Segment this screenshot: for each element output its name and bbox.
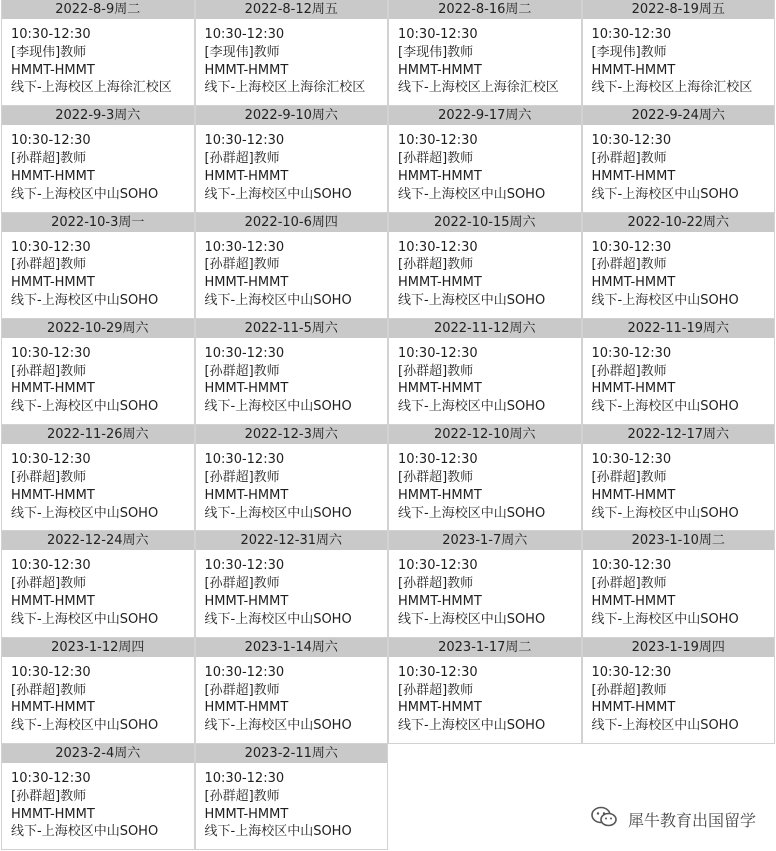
cell-teacher: [孙群超]教师 — [591, 257, 667, 273]
cell-time: 10:30-12:30 — [204, 133, 285, 149]
cell-course: HMMT-HMMT — [204, 275, 289, 291]
schedule-cell — [388, 0, 582, 106]
cell-time: 10:30-12:30 — [591, 452, 672, 468]
cell-course: HMMT-HMMT — [204, 806, 289, 822]
cell-teacher: [孙群超]教师 — [398, 257, 474, 273]
cell-course: HMMT-HMMT — [204, 487, 289, 503]
empty-cell — [582, 744, 776, 850]
cell-body — [389, 232, 581, 310]
cell-teacher: [孙群超]教师 — [204, 576, 280, 592]
cell-location: 线下-上海校区中山SOHO — [591, 186, 739, 202]
cell-body — [389, 550, 581, 628]
empty-cell — [388, 744, 582, 850]
schedule-row — [1, 213, 775, 319]
cell-location: 线下-上海校区中山SOHO — [204, 292, 352, 308]
cell-location: 线下-上海校区中山SOHO — [591, 399, 739, 415]
schedule-cell — [195, 319, 389, 425]
cell-date: 2022-9-10周六 — [196, 106, 388, 125]
cell-course: HMMT-HMMT — [398, 594, 482, 610]
cell-date: 2022-9-3周六 — [2, 106, 194, 125]
cell-location: 线下-上海校区中山SOHO — [204, 824, 352, 840]
cell-time: 10:30-12:30 — [398, 345, 478, 361]
cell-time: 10:30-12:30 — [591, 558, 672, 574]
cell-location: 线下-上海校区中山SOHO — [398, 611, 546, 627]
cell-course: HMMT-HMMT — [204, 700, 289, 716]
schedule-cell — [195, 106, 389, 212]
cell-teacher: [孙群超]教师 — [11, 363, 87, 379]
cell-location: 线下-上海校区中山SOHO — [591, 611, 739, 627]
cell-body — [196, 550, 388, 628]
cell-teacher: [孙群超]教师 — [398, 576, 474, 592]
cell-date: 2022-11-19周六 — [583, 319, 775, 338]
cell-teacher: [孙群超]教师 — [591, 682, 667, 698]
cell-location: 线下-上海校区中山SOHO — [398, 718, 546, 734]
schedule-cell — [388, 213, 582, 319]
cell-teacher: [孙群超]教师 — [398, 363, 474, 379]
cell-time: 10:30-12:30 — [204, 452, 285, 468]
cell-location: 线下-上海校区中山SOHO — [591, 505, 739, 521]
cell-body — [196, 763, 388, 841]
cell-course: HMMT-HMMT — [11, 806, 95, 822]
cell-location: 线下-上海校区中山SOHO — [398, 399, 546, 415]
cell-body — [583, 550, 775, 628]
cell-course: HMMT-HMMT — [11, 700, 95, 716]
cell-location: 线下-上海校区上海徐汇校区 — [204, 80, 366, 96]
cell-location: 线下-上海校区中山SOHO — [204, 186, 352, 202]
cell-time: 10:30-12:30 — [11, 345, 91, 361]
cell-date: 2022-8-19周五 — [583, 0, 775, 19]
schedule-row — [1, 744, 775, 850]
cell-teacher: [孙群超]教师 — [204, 469, 280, 485]
cell-location: 线下-上海校区上海徐汇校区 — [11, 80, 172, 96]
cell-time: 10:30-12:30 — [11, 664, 91, 680]
cell-time: 10:30-12:30 — [11, 27, 91, 42]
cell-location: 线下-上海校区中山SOHO — [204, 505, 352, 521]
schedule-row — [1, 319, 775, 425]
cell-course: HMMT-HMMT — [11, 381, 95, 397]
cell-date: 2022-12-3周六 — [196, 425, 388, 444]
cell-date: 2023-1-7周六 — [389, 531, 581, 550]
cell-time: 10:30-12:30 — [398, 239, 478, 255]
cell-course: HMMT-HMMT — [398, 487, 482, 503]
cell-date: 2022-9-24周六 — [583, 106, 775, 125]
schedule-cell — [582, 638, 776, 744]
cell-time: 10:30-12:30 — [11, 133, 91, 149]
cell-body — [389, 19, 581, 97]
cell-body — [2, 232, 194, 310]
cell-body — [389, 444, 581, 522]
wechat-icon — [590, 806, 618, 832]
cell-time: 10:30-12:30 — [11, 452, 91, 468]
cell-date: 2022-12-17周六 — [583, 425, 775, 444]
cell-location: 线下-上海校区中山SOHO — [11, 824, 159, 840]
cell-time: 10:30-12:30 — [204, 27, 285, 42]
cell-teacher: [孙群超]教师 — [11, 788, 87, 804]
schedule-row — [1, 531, 775, 637]
cell-date: 2022-9-17周六 — [389, 106, 581, 125]
cell-date: 2022-12-31周六 — [196, 531, 388, 550]
cell-body — [196, 232, 388, 310]
cell-teacher: [孙群超]教师 — [204, 257, 280, 273]
cell-date: 2022-10-15周六 — [389, 213, 581, 232]
schedule-cell — [1, 744, 195, 850]
cell-time: 10:30-12:30 — [204, 664, 285, 680]
cell-body — [196, 338, 388, 416]
cell-location: 线下-上海校区中山SOHO — [11, 186, 159, 202]
cell-date: 2022-8-9周二 — [2, 0, 194, 19]
cell-teacher: [孙群超]教师 — [11, 576, 87, 592]
schedule-cell — [582, 0, 776, 106]
schedule-cell — [195, 425, 389, 531]
schedule-cell — [582, 425, 776, 531]
cell-time: 10:30-12:30 — [398, 558, 478, 574]
schedule-cell — [388, 531, 582, 637]
cell-body — [196, 125, 388, 203]
schedule-cell — [1, 213, 195, 319]
cell-location: 线下-上海校区中山SOHO — [398, 505, 546, 521]
cell-location: 线下-上海校区上海徐汇校区 — [398, 80, 559, 96]
cell-course: HMMT-HMMT — [591, 594, 676, 610]
cell-date: 2022-8-16周二 — [389, 0, 581, 19]
cell-course: HMMT-HMMT — [591, 275, 676, 291]
cell-body — [583, 232, 775, 310]
cell-location: 线下-上海校区中山SOHO — [591, 292, 739, 308]
schedule-cell — [388, 638, 582, 744]
cell-date: 2022-10-6周四 — [196, 213, 388, 232]
schedule-cell — [1, 425, 195, 531]
cell-location: 线下-上海校区中山SOHO — [204, 611, 352, 627]
cell-teacher: [孙群超]教师 — [204, 682, 280, 698]
cell-course: HMMT-HMMT — [204, 62, 289, 78]
cell-body — [2, 19, 194, 97]
schedule-cell — [195, 531, 389, 637]
schedule-row — [1, 638, 775, 744]
cell-body — [583, 657, 775, 735]
cell-teacher: [孙群超]教师 — [591, 576, 667, 592]
cell-teacher: [李现伟]教师 — [591, 44, 667, 60]
cell-teacher: [孙群超]教师 — [11, 151, 87, 167]
schedule-row — [1, 425, 775, 531]
cell-course: HMMT-HMMT — [11, 594, 95, 610]
watermark-text: 犀牛教育出国留学 — [627, 810, 756, 830]
cell-teacher: [孙群超]教师 — [11, 682, 87, 698]
cell-course: HMMT-HMMT — [591, 700, 676, 716]
cell-location: 线下-上海校区中山SOHO — [11, 399, 159, 415]
cell-time: 10:30-12:30 — [204, 345, 285, 361]
schedule-cell — [1, 638, 195, 744]
cell-teacher: [孙群超]教师 — [204, 788, 280, 804]
cell-time: 10:30-12:30 — [398, 133, 478, 149]
schedule-cell — [1, 106, 195, 212]
cell-body — [389, 657, 581, 735]
cell-location: 线下-上海校区中山SOHO — [11, 718, 159, 734]
cell-location: 线下-上海校区中山SOHO — [204, 399, 352, 415]
schedule-cell — [388, 425, 582, 531]
cell-teacher: [孙群超]教师 — [591, 151, 667, 167]
cell-teacher: [孙群超]教师 — [591, 469, 667, 485]
cell-time: 10:30-12:30 — [591, 27, 672, 42]
cell-date: 2023-1-19周四 — [583, 638, 775, 657]
cell-date: 2022-12-10周六 — [389, 425, 581, 444]
cell-teacher: [孙群超]教师 — [204, 363, 280, 379]
cell-teacher: [孙群超]教师 — [11, 257, 87, 273]
cell-date: 2022-11-5周六 — [196, 319, 388, 338]
cell-course: HMMT-HMMT — [204, 168, 289, 184]
cell-body — [583, 125, 775, 203]
cell-course: HMMT-HMMT — [204, 381, 289, 397]
cell-time: 10:30-12:30 — [204, 771, 285, 787]
schedule-cell — [388, 106, 582, 212]
cell-body — [196, 657, 388, 735]
cell-body — [196, 19, 388, 97]
schedule-cell — [195, 744, 389, 850]
cell-time: 10:30-12:30 — [11, 771, 91, 787]
cell-time: 10:30-12:30 — [204, 558, 285, 574]
cell-location: 线下-上海校区中山SOHO — [11, 505, 159, 521]
schedule-cell — [195, 0, 389, 106]
cell-location: 线下-上海校区中山SOHO — [204, 718, 352, 734]
cell-time: 10:30-12:30 — [398, 452, 478, 468]
cell-body — [2, 657, 194, 735]
cell-date: 2022-10-29周六 — [2, 319, 194, 338]
cell-date: 2023-1-14周六 — [196, 638, 388, 657]
cell-location: 线下-上海校区中山SOHO — [11, 292, 159, 308]
cell-teacher: [孙群超]教师 — [398, 682, 474, 698]
cell-course: HMMT-HMMT — [591, 381, 676, 397]
cell-body — [2, 125, 194, 203]
cell-location: 线下-上海校区中山SOHO — [398, 292, 546, 308]
schedule-cell — [1, 0, 195, 106]
cell-course: HMMT-HMMT — [591, 487, 676, 503]
watermark — [590, 806, 756, 832]
cell-date: 2023-2-11周六 — [196, 744, 388, 763]
cell-body — [583, 444, 775, 522]
cell-body — [2, 338, 194, 416]
cell-date: 2022-10-22周六 — [583, 213, 775, 232]
cell-time: 10:30-12:30 — [591, 239, 672, 255]
cell-course: HMMT-HMMT — [11, 168, 95, 184]
schedule-cell — [195, 213, 389, 319]
schedule-cell — [582, 213, 776, 319]
cell-course: HMMT-HMMT — [591, 62, 676, 78]
cell-time: 10:30-12:30 — [11, 239, 91, 255]
cell-date: 2022-11-26周六 — [2, 425, 194, 444]
cell-teacher: [孙群超]教师 — [11, 469, 87, 485]
cell-course: HMMT-HMMT — [398, 275, 482, 291]
cell-date: 2023-1-10周二 — [583, 531, 775, 550]
cell-course: HMMT-HMMT — [11, 487, 95, 503]
cell-location: 线下-上海校区中山SOHO — [398, 186, 546, 202]
cell-location: 线下-上海校区上海徐汇校区 — [591, 80, 753, 96]
cell-location: 线下-上海校区中山SOHO — [11, 611, 159, 627]
schedule-row — [1, 106, 775, 212]
schedule-cell — [582, 106, 776, 212]
cell-teacher: [孙群超]教师 — [591, 363, 667, 379]
cell-body — [2, 550, 194, 628]
cell-body — [583, 338, 775, 416]
cell-body — [389, 125, 581, 203]
cell-time: 10:30-12:30 — [591, 345, 672, 361]
cell-course: HMMT-HMMT — [398, 700, 482, 716]
cell-date: 2022-10-3周一 — [2, 213, 194, 232]
cell-time: 10:30-12:30 — [204, 239, 285, 255]
cell-teacher: [李现伟]教师 — [398, 44, 474, 60]
schedule-cell — [1, 531, 195, 637]
schedule-cell — [388, 319, 582, 425]
cell-date: 2023-1-17周二 — [389, 638, 581, 657]
cell-body — [2, 444, 194, 522]
cell-teacher: [孙群超]教师 — [398, 469, 474, 485]
cell-body — [2, 763, 194, 841]
schedule-cell — [582, 531, 776, 637]
cell-course: HMMT-HMMT — [11, 62, 95, 78]
cell-course: HMMT-HMMT — [398, 381, 482, 397]
cell-body — [196, 444, 388, 522]
cell-date: 2023-2-4周六 — [2, 744, 194, 763]
cell-time: 10:30-12:30 — [591, 133, 672, 149]
cell-location: 线下-上海校区中山SOHO — [591, 718, 739, 734]
cell-time: 10:30-12:30 — [398, 27, 478, 42]
cell-course: HMMT-HMMT — [398, 62, 482, 78]
cell-time: 10:30-12:30 — [591, 664, 672, 680]
cell-body — [583, 19, 775, 97]
cell-teacher: [孙群超]教师 — [398, 151, 474, 167]
schedule-row — [1, 0, 775, 106]
cell-course: HMMT-HMMT — [11, 275, 95, 291]
schedule-cell — [1, 319, 195, 425]
schedule-cell — [195, 638, 389, 744]
cell-body — [389, 338, 581, 416]
cell-date: 2023-1-12周四 — [2, 638, 194, 657]
cell-teacher: [李现伟]教师 — [11, 44, 87, 60]
cell-time: 10:30-12:30 — [398, 664, 478, 680]
cell-date: 2022-11-12周六 — [389, 319, 581, 338]
cell-teacher: [李现伟]教师 — [204, 44, 280, 60]
cell-course: HMMT-HMMT — [204, 594, 289, 610]
cell-teacher: [孙群超]教师 — [204, 151, 280, 167]
cell-time: 10:30-12:30 — [11, 558, 91, 574]
cell-course: HMMT-HMMT — [398, 168, 482, 184]
cell-course: HMMT-HMMT — [591, 168, 676, 184]
cell-date: 2022-8-12周五 — [196, 0, 388, 19]
cell-date: 2022-12-24周六 — [2, 531, 194, 550]
schedule-grid — [1, 0, 775, 850]
schedule-cell — [582, 319, 776, 425]
